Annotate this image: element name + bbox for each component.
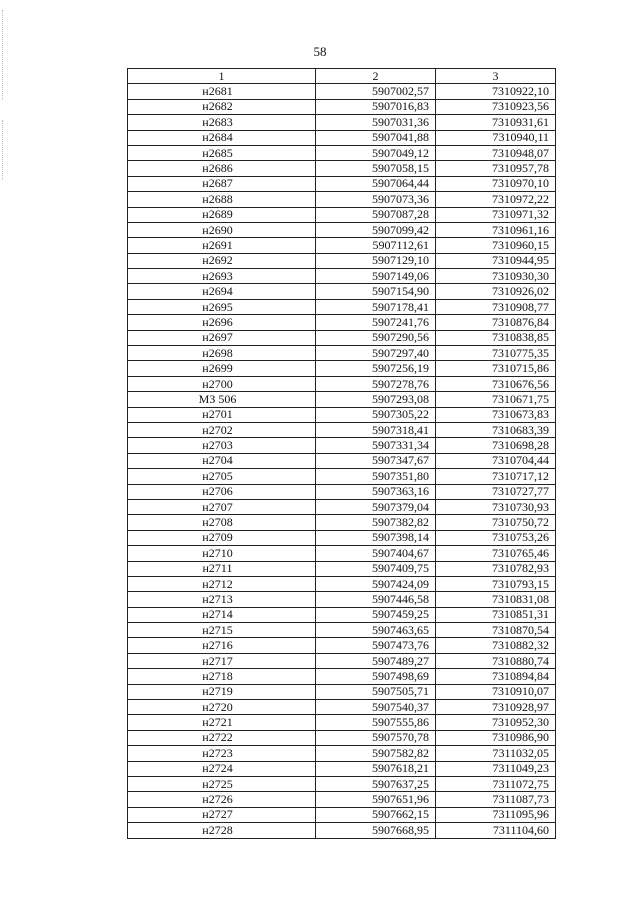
x-coordinate-cell: 5907112,61 [316, 238, 436, 253]
table-row [128, 700, 556, 715]
table-row [128, 99, 556, 114]
table-row [128, 730, 556, 745]
y-coordinate-cell: 7310930,30 [436, 269, 556, 284]
point-name-cell: н2703 [128, 438, 316, 453]
point-name-cell: н2718 [128, 669, 316, 684]
point-name-cell: н2686 [128, 161, 316, 176]
y-coordinate-cell: 7310926,02 [436, 284, 556, 299]
y-coordinate-cell: 7310765,46 [436, 546, 556, 561]
point-name-cell: н2699 [128, 361, 316, 376]
table-row [128, 115, 556, 130]
point-name-cell: н2701 [128, 407, 316, 422]
y-coordinate-cell: 7310851,31 [436, 607, 556, 622]
y-coordinate-cell: 7310671,75 [436, 392, 556, 407]
point-name-cell: н2727 [128, 807, 316, 822]
table-row [128, 299, 556, 314]
x-coordinate-cell: 5907662,15 [316, 807, 436, 822]
y-coordinate-cell: 7310910,07 [436, 684, 556, 699]
table-row [128, 392, 556, 407]
page-number: 58 [313, 44, 327, 59]
x-coordinate-cell: 5907505,71 [316, 684, 436, 699]
x-coordinate-cell: 5907290,56 [316, 330, 436, 345]
x-coordinate-cell: 5907555,86 [316, 715, 436, 730]
point-name-cell: н2700 [128, 376, 316, 391]
x-coordinate-cell: 5907473,76 [316, 638, 436, 653]
y-coordinate-cell: 7310882,32 [436, 638, 556, 653]
table-row [128, 161, 556, 176]
x-coordinate-cell: 5907318,41 [316, 422, 436, 437]
point-name-cell: н2691 [128, 238, 316, 253]
table-row [128, 792, 556, 807]
table-row [128, 130, 556, 145]
point-name-cell: н2702 [128, 422, 316, 437]
point-name-cell: н2688 [128, 192, 316, 207]
point-name-cell: н2723 [128, 746, 316, 761]
x-coordinate-cell: 5907278,76 [316, 376, 436, 391]
table-row [128, 776, 556, 791]
table-row [128, 607, 556, 622]
x-coordinate-cell: 5907154,90 [316, 284, 436, 299]
y-coordinate-cell: 7310876,84 [436, 315, 556, 330]
table-row [128, 515, 556, 530]
y-coordinate-cell: 7310960,15 [436, 238, 556, 253]
y-coordinate-cell: 7310972,22 [436, 192, 556, 207]
point-name-cell: н2705 [128, 469, 316, 484]
y-coordinate-cell: 7310750,72 [436, 515, 556, 530]
point-name-cell: н2682 [128, 99, 316, 114]
y-coordinate-cell: 7311104,60 [436, 823, 556, 838]
x-coordinate-cell: 5907637,25 [316, 776, 436, 791]
x-coordinate-cell: 5907651,96 [316, 792, 436, 807]
table-row [128, 269, 556, 284]
y-coordinate-cell: 7310704,44 [436, 453, 556, 468]
x-coordinate-cell: 5907087,28 [316, 207, 436, 222]
point-name-cell: н2694 [128, 284, 316, 299]
x-coordinate-cell: 5907459,25 [316, 607, 436, 622]
point-name-cell: н2717 [128, 653, 316, 668]
point-name-cell: н2708 [128, 515, 316, 530]
x-coordinate-cell: 5907363,16 [316, 484, 436, 499]
point-name-cell: н2693 [128, 269, 316, 284]
y-coordinate-cell: 7310923,56 [436, 99, 556, 114]
column-header-point: 1 [128, 69, 316, 84]
x-coordinate-cell: 5907293,08 [316, 392, 436, 407]
column-header-x: 2 [316, 69, 436, 84]
table-header-row [128, 69, 556, 84]
x-coordinate-cell: 5907073,36 [316, 192, 436, 207]
point-name-cell: н2695 [128, 299, 316, 314]
point-name-cell: н2726 [128, 792, 316, 807]
point-name-cell: н2720 [128, 700, 316, 715]
x-coordinate-cell: 5907489,27 [316, 653, 436, 668]
table-row [128, 669, 556, 684]
table-row [128, 530, 556, 545]
table-row [128, 761, 556, 776]
point-name-cell: н2707 [128, 499, 316, 514]
point-name-cell: МЗ 506 [128, 392, 316, 407]
point-name-cell: н2715 [128, 623, 316, 638]
table-row [128, 253, 556, 268]
point-name-cell: н2712 [128, 576, 316, 591]
y-coordinate-cell: 7310831,08 [436, 592, 556, 607]
point-name-cell: н2690 [128, 222, 316, 237]
y-coordinate-cell: 7311095,96 [436, 807, 556, 822]
table-row [128, 576, 556, 591]
point-name-cell: н2728 [128, 823, 316, 838]
point-name-cell: н2681 [128, 84, 316, 99]
table-row [128, 623, 556, 638]
table-row [128, 807, 556, 822]
table-row [128, 438, 556, 453]
x-coordinate-cell: 5907463,65 [316, 623, 436, 638]
x-coordinate-cell: 5907016,83 [316, 99, 436, 114]
x-coordinate-cell: 5907540,37 [316, 700, 436, 715]
x-coordinate-cell: 5907129,10 [316, 253, 436, 268]
table-row [128, 346, 556, 361]
point-name-cell: н2713 [128, 592, 316, 607]
point-name-cell: н2710 [128, 546, 316, 561]
y-coordinate-cell: 7310948,07 [436, 145, 556, 160]
x-coordinate-cell: 5907398,14 [316, 530, 436, 545]
y-coordinate-cell: 7310793,15 [436, 576, 556, 591]
point-name-cell: н2711 [128, 561, 316, 576]
table-row [128, 561, 556, 576]
x-coordinate-cell: 5907002,57 [316, 84, 436, 99]
y-coordinate-cell: 7310683,39 [436, 422, 556, 437]
x-coordinate-cell: 5907241,76 [316, 315, 436, 330]
x-coordinate-cell: 5907668,95 [316, 823, 436, 838]
x-coordinate-cell: 5907297,40 [316, 346, 436, 361]
point-name-cell: н2709 [128, 530, 316, 545]
point-name-cell: н2683 [128, 115, 316, 130]
x-coordinate-cell: 5907379,04 [316, 499, 436, 514]
x-coordinate-cell: 5907446,58 [316, 592, 436, 607]
table-row [128, 84, 556, 99]
point-name-cell: н2725 [128, 776, 316, 791]
table-row [128, 238, 556, 253]
point-name-cell: н2722 [128, 730, 316, 745]
y-coordinate-cell: 7310673,83 [436, 407, 556, 422]
table-row [128, 376, 556, 391]
y-coordinate-cell: 7311032,05 [436, 746, 556, 761]
y-coordinate-cell: 7310838,85 [436, 330, 556, 345]
x-coordinate-cell: 5907582,82 [316, 746, 436, 761]
y-coordinate-cell: 7310908,77 [436, 299, 556, 314]
scan-margin-artifact [2, 120, 9, 180]
y-coordinate-cell: 7310782,93 [436, 561, 556, 576]
x-coordinate-cell: 5907570,78 [316, 730, 436, 745]
y-coordinate-cell: 7310894,84 [436, 669, 556, 684]
x-coordinate-cell: 5907409,75 [316, 561, 436, 576]
x-coordinate-cell: 5907099,42 [316, 222, 436, 237]
point-name-cell: н2719 [128, 684, 316, 699]
x-coordinate-cell: 5907041,88 [316, 130, 436, 145]
x-coordinate-cell: 5907618,21 [316, 761, 436, 776]
point-name-cell: н2684 [128, 130, 316, 145]
y-coordinate-cell: 7310971,32 [436, 207, 556, 222]
x-coordinate-cell: 5907331,34 [316, 438, 436, 453]
x-coordinate-cell: 5907058,15 [316, 161, 436, 176]
y-coordinate-cell: 7310922,10 [436, 84, 556, 99]
point-name-cell: н2696 [128, 315, 316, 330]
y-coordinate-cell: 7310986,90 [436, 730, 556, 745]
y-coordinate-cell: 7310961,16 [436, 222, 556, 237]
column-header-y: 3 [436, 69, 556, 84]
table-row [128, 546, 556, 561]
x-coordinate-cell: 5907424,09 [316, 576, 436, 591]
table-row [128, 330, 556, 345]
table-row [128, 422, 556, 437]
table-row [128, 746, 556, 761]
point-name-cell: н2698 [128, 346, 316, 361]
point-name-cell: н2704 [128, 453, 316, 468]
x-coordinate-cell: 5907305,22 [316, 407, 436, 422]
table-row [128, 284, 556, 299]
table-row [128, 453, 556, 468]
point-name-cell: н2721 [128, 715, 316, 730]
table-row [128, 484, 556, 499]
table-row [128, 653, 556, 668]
table-row [128, 176, 556, 191]
point-name-cell: н2706 [128, 484, 316, 499]
table-row [128, 592, 556, 607]
y-coordinate-cell: 7310970,10 [436, 176, 556, 191]
point-name-cell: н2687 [128, 176, 316, 191]
y-coordinate-cell: 7310940,11 [436, 130, 556, 145]
y-coordinate-cell: 7310775,35 [436, 346, 556, 361]
table-row [128, 145, 556, 160]
y-coordinate-cell: 7310753,26 [436, 530, 556, 545]
table-row [128, 361, 556, 376]
x-coordinate-cell: 5907382,82 [316, 515, 436, 530]
table-row [128, 315, 556, 330]
y-coordinate-cell: 7310698,28 [436, 438, 556, 453]
y-coordinate-cell: 7310880,74 [436, 653, 556, 668]
table-row [128, 499, 556, 514]
y-coordinate-cell: 7310727,77 [436, 484, 556, 499]
y-coordinate-cell: 7310944,95 [436, 253, 556, 268]
x-coordinate-cell: 5907049,12 [316, 145, 436, 160]
y-coordinate-cell: 7310931,61 [436, 115, 556, 130]
y-coordinate-cell: 7310676,56 [436, 376, 556, 391]
y-coordinate-cell: 7310715,86 [436, 361, 556, 376]
x-coordinate-cell: 5907178,41 [316, 299, 436, 314]
y-coordinate-cell: 7310952,30 [436, 715, 556, 730]
table-row [128, 222, 556, 237]
x-coordinate-cell: 5907031,36 [316, 115, 436, 130]
table-row [128, 469, 556, 484]
point-name-cell: н2692 [128, 253, 316, 268]
y-coordinate-cell: 7310730,93 [436, 499, 556, 514]
x-coordinate-cell: 5907149,06 [316, 269, 436, 284]
point-name-cell: н2716 [128, 638, 316, 653]
x-coordinate-cell: 5907404,67 [316, 546, 436, 561]
x-coordinate-cell: 5907498,69 [316, 669, 436, 684]
table-row [128, 407, 556, 422]
table-row [128, 684, 556, 699]
table-row [128, 638, 556, 653]
y-coordinate-cell: 7311072,75 [436, 776, 556, 791]
y-coordinate-cell: 7311087,73 [436, 792, 556, 807]
x-coordinate-cell: 5907351,80 [316, 469, 436, 484]
point-name-cell: н2685 [128, 145, 316, 160]
point-name-cell: н2724 [128, 761, 316, 776]
point-name-cell: н2714 [128, 607, 316, 622]
x-coordinate-cell: 5907064,44 [316, 176, 436, 191]
y-coordinate-cell: 7310957,78 [436, 161, 556, 176]
table-row [128, 823, 556, 838]
x-coordinate-cell: 5907347,67 [316, 453, 436, 468]
y-coordinate-cell: 7310928,97 [436, 700, 556, 715]
point-name-cell: н2697 [128, 330, 316, 345]
x-coordinate-cell: 5907256,19 [316, 361, 436, 376]
y-coordinate-cell: 7310717,12 [436, 469, 556, 484]
table-row [128, 207, 556, 222]
y-coordinate-cell: 7311049,23 [436, 761, 556, 776]
y-coordinate-cell: 7310870,54 [436, 623, 556, 638]
coordinates-table [127, 68, 556, 839]
table-row [128, 715, 556, 730]
point-name-cell: н2689 [128, 207, 316, 222]
table-row [128, 192, 556, 207]
